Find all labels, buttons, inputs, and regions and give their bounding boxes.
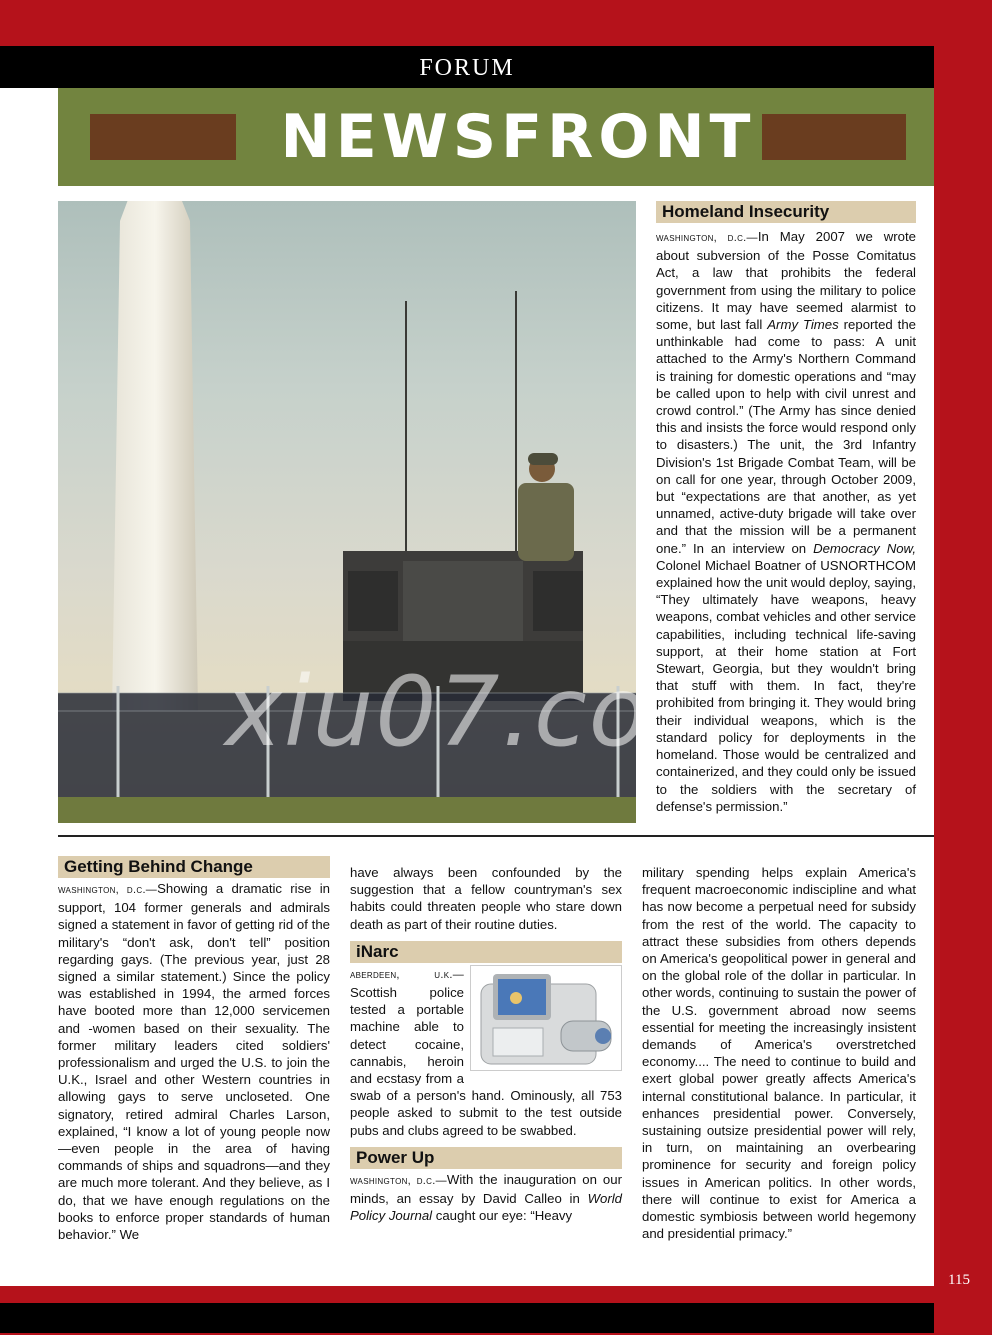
- body-text: With the inauguration on our minds, an essay by David Calleo in: [350, 1171, 622, 1207]
- watermark-text: xiu07.co: [225, 656, 650, 768]
- body-text: Scottish police tested a portable machine able to detect cocaine, cannabis, heroin and ecstasy from a swab of a person's hand. Ominously, all 753 people asked to submit to the test outside pubs and clubs agreed to be swabbed.: [350, 985, 622, 1138]
- body-text: Colonel Michael Boatner of USNORTHCOM explained how the unit would deploy, saying, “They ultimately have weapons, heavy weapons, combat vehicles and other service capabilities, including technical life-saving support, at their home station at Fort Stewart, Georgia, but they wouldn't bring that stuff with them. In fact, they're prohibited from bringing it. They would bring their individual weapons, which is the standard policy for deployments in the homeland. Those would be centralized and containerized, and they could only be issued to the soldiers with the secretary of defense's permission.”: [656, 557, 917, 814]
- article-inarc: [350, 941, 622, 1139]
- page-title: NEWSFRONT: [280, 102, 756, 172]
- article-power-up: [350, 1147, 622, 1225]
- dateline: washington, d.c.—: [58, 884, 158, 896]
- article-getting-behind-change: [58, 856, 330, 1243]
- headline-power-up: Power Up: [350, 1147, 622, 1169]
- photo-illustration: [58, 201, 636, 823]
- section-divider: [58, 835, 934, 837]
- section-header: FORUM: [0, 46, 934, 88]
- publication-name: Democracy Now,: [813, 540, 917, 556]
- headline-homeland-insecurity: Homeland Insecurity: [656, 201, 916, 223]
- banner-bar-right: [762, 114, 906, 160]
- article-continuation: have always been confounded by the suggestion that a fellow countryman's sex habits could threaten people who stare down death as part of their routine duties.: [350, 865, 622, 932]
- dateline: aberdeen, u.k.—: [350, 968, 464, 981]
- publication-name: World Policy Journal: [350, 1191, 622, 1224]
- article-body: [656, 228, 916, 815]
- body-text: In May 2007 we wrote about subversion of the Posse Comitatus Act, a law that prohibits the federal government from using the military to police citizens. It may have seemed alarmist to some, but last fall: [656, 229, 916, 333]
- article-body: [350, 1171, 622, 1225]
- magazine-page: [0, 46, 934, 1286]
- article-homeland-insecurity: [656, 201, 916, 815]
- headline-inarc: iNarc: [350, 941, 622, 963]
- body-text: caught our eye: “Heavy: [432, 1208, 573, 1224]
- footer-bar: [0, 1303, 934, 1333]
- middle-column: [350, 864, 622, 1224]
- monument-shape: [112, 201, 198, 711]
- article-body: [58, 880, 330, 1243]
- page-number: 115: [948, 1272, 970, 1288]
- drug-detector-device-photo: [470, 965, 622, 1071]
- article-body: [350, 965, 622, 1139]
- device-illustration: [471, 966, 621, 1070]
- washington-monument-soldier-photo: [58, 201, 636, 823]
- publication-name: Army Times: [767, 317, 839, 333]
- banner-bar-left: [90, 114, 236, 160]
- headline-getting-behind-change: Getting Behind Change: [58, 856, 330, 878]
- article-power-up-continued: military spending helps explain America's frequent macroeconomic indiscipline and what has now become a perpetual need for subsidy from the rest of the world. The capacity to attract these subsidies from others depends on America's geopolitical power in general and on the global role of the dollar in particular. In other words, continuing to sustain the power of the U.S. government abroad now seems essential for meeting the increasingly insistent demands of America's overstretched economy.... The need to continue to build and exert global power greatly affects America's internal constitutional balance. In particular, it enhances presidential power. Conversely, sustaining outsize presidential power will rely, in turn, on maintaining an overbearing prominence for security and foreign policy issues in American politics. In other words, there will continue to exist for America a domestic symbiosis between world hegemony and presidential primacy.”: [642, 865, 916, 1242]
- title-banner: [58, 88, 934, 186]
- body-text: Showing a dramatic rise in support, 104 former generals and admirals signed a statement in favor of getting rid of the military's “don't ask, don't tell” position regarding gays. (The previous year, just 28 signed a similar statement.) Since the policy was established in 1994, the armed forces have booted more than 12,000 servicemen and -women based on their sexuality. The former military leaders cited soldiers' professionalism and urged the U.S. to join the U.K., Israel and other Western countries in allowing gays to serve uncloseted. One signatory, retired admiral Charles Larson, explained, “I know a lot of young people now—even people in the area of having commands of ships and squadrons—and they are much more tolerant. And they believe, as I do, that we have enough regulations on the books to enforce proper standards of human behavior.” We: [58, 881, 330, 1243]
- dateline: washington, d.c.—: [656, 232, 758, 244]
- body-text: reported the unthinkable had come to pass: A unit attached to the Army's Northern Command is training for domestic operations and “may be called upon to help with civil unrest and crowd control.” (The Army has since denied this and insists the force would respond only to disasters.) The unit, the 3rd Infantry Division's 1st Brigade Combat Team, will be on call for one year, through October 2009, but “expectations are that another, as yet unnamed, active-duty brigade will take over and that the mission will be a permanent one.” In an interview on: [656, 317, 917, 556]
- dateline: washington, d.c.—: [350, 1174, 447, 1187]
